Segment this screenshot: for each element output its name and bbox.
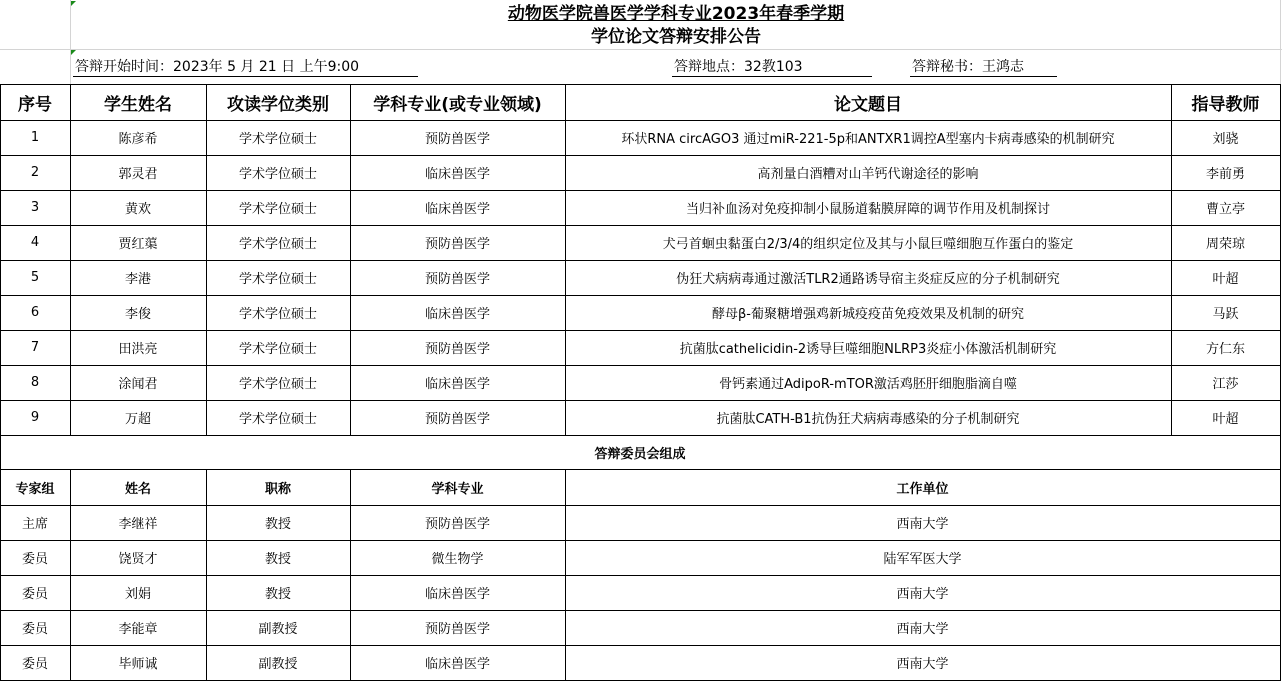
table-cell-seq-number: 1 <box>30 130 40 145</box>
table-cell-major: 临床兽医学 <box>424 377 490 392</box>
committee-cell-member-title: 副教授 <box>258 622 298 637</box>
table-cell-advisor: 叶超 <box>1212 412 1239 427</box>
table-cell-major: 预防兽医学 <box>424 237 490 252</box>
grid-line <box>350 84 351 436</box>
committee-cell-member-major: 预防兽医学 <box>424 622 490 637</box>
table-cell-degree-type: 学术学位硕士 <box>238 132 317 147</box>
table-cell-student-name: 李港 <box>124 272 151 287</box>
table-cell-student-name: 涂闻君 <box>118 377 158 392</box>
secretary: 答辩秘书：王鸿志 <box>912 59 1024 75</box>
grid-line <box>0 435 1 469</box>
committee-header-member-major: 学科专业 <box>431 481 484 497</box>
table-cell-degree-type: 学术学位硕士 <box>238 342 317 357</box>
table-cell-student-name: 黄欢 <box>124 202 151 217</box>
grid-line <box>206 469 207 681</box>
committee-cell-work-unit: 西南大学 <box>896 587 949 602</box>
table-cell-major: 预防兽医学 <box>424 412 490 427</box>
table-cell-degree-type: 学术学位硕士 <box>238 377 317 392</box>
grid-line <box>70 0 71 84</box>
grid-line <box>1280 0 1281 84</box>
table-cell-seq-number: 3 <box>30 200 40 215</box>
table-cell-thesis-title: 伪狂犬病病毒通过激活TLR2通路诱导宿主炎症反应的分子机制研究 <box>676 272 1060 287</box>
table-cell-advisor: 周荣琼 <box>1205 237 1245 252</box>
underline <box>910 76 1057 77</box>
table-cell-seq-number: 4 <box>30 235 40 250</box>
table-cell-major: 预防兽医学 <box>424 272 490 287</box>
grid-line <box>0 610 1281 611</box>
grid-line <box>0 49 1282 50</box>
committee-cell-work-unit: 西南大学 <box>896 517 949 532</box>
committee-cell-member-major: 临床兽医学 <box>424 587 490 602</box>
committee-cell-member-name: 饶贤才 <box>118 552 158 567</box>
table-cell-degree-type: 学术学位硕士 <box>238 167 317 182</box>
grid-line <box>565 84 566 436</box>
grid-line <box>0 330 1281 331</box>
committee-header-work-unit: 工作单位 <box>896 481 949 497</box>
table-cell-seq-number: 9 <box>30 410 40 425</box>
grid-line <box>1280 84 1281 436</box>
page-title: 动物医学院兽医学学科专业2023年春季学期 <box>507 4 845 24</box>
committee-header-expert-role: 专家组 <box>15 481 55 497</box>
table-cell-advisor: 李前勇 <box>1205 167 1245 182</box>
column-header-major: 学科专业(或专业领域) <box>373 94 542 115</box>
table-cell-seq-number: 8 <box>30 375 40 390</box>
table-cell-major: 预防兽医学 <box>424 132 490 147</box>
committee-cell-expert-role: 委员 <box>21 622 48 637</box>
grid-line <box>0 575 1281 576</box>
table-cell-thesis-title: 抗菌肽cathelicidin-2诱导巨噬细胞NLRP3炎症小体激活机制研究 <box>679 342 1057 357</box>
column-header-advisor: 指导教师 <box>1191 94 1260 115</box>
grid-line <box>0 645 1281 646</box>
grid-line <box>0 295 1281 296</box>
table-cell-seq-number: 2 <box>30 165 40 180</box>
table-cell-thesis-title: 当归补血汤对免疫抑制小鼠肠道黏膜屏障的调节作用及机制探讨 <box>685 202 1050 217</box>
grid-line <box>206 84 207 436</box>
table-cell-major: 临床兽医学 <box>424 167 490 182</box>
table-cell-advisor: 江莎 <box>1212 377 1239 392</box>
committee-cell-member-name: 李继祥 <box>118 517 158 532</box>
cell-comment-marker <box>71 50 76 55</box>
grid-line <box>1280 435 1281 469</box>
committee-cell-work-unit: 西南大学 <box>896 622 949 637</box>
grid-line <box>70 84 71 436</box>
committee-cell-member-major: 微生物学 <box>431 552 484 567</box>
table-cell-student-name: 贾红蕖 <box>118 237 158 252</box>
committee-cell-expert-role: 委员 <box>21 587 48 602</box>
committee-cell-member-name: 李能章 <box>118 622 158 637</box>
grid-line <box>0 680 1281 681</box>
table-cell-advisor: 叶超 <box>1212 272 1239 287</box>
committee-cell-member-major: 临床兽医学 <box>424 657 490 672</box>
grid-line <box>0 120 1281 121</box>
table-cell-major: 临床兽医学 <box>424 307 490 322</box>
table-cell-degree-type: 学术学位硕士 <box>238 412 317 427</box>
table-cell-thesis-title: 骨钙素通过AdipoR-mTOR激活鸡胚肝细胞脂滴自噬 <box>719 377 1017 392</box>
committee-cell-expert-role: 主席 <box>21 517 48 532</box>
grid-line <box>1280 469 1281 681</box>
committee-cell-work-unit: 西南大学 <box>896 657 949 672</box>
committee-cell-member-title: 教授 <box>264 587 291 602</box>
table-cell-student-name: 李俊 <box>124 307 151 322</box>
table-cell-student-name: 郭灵君 <box>118 167 158 182</box>
table-cell-advisor: 曹立亭 <box>1205 202 1245 217</box>
table-cell-seq-number: 5 <box>30 270 40 285</box>
committee-cell-member-name: 毕师诚 <box>118 657 158 672</box>
underline <box>73 76 418 77</box>
committee-cell-member-major: 预防兽医学 <box>424 517 490 532</box>
column-header-thesis-title: 论文题目 <box>834 94 902 115</box>
grid-line <box>565 469 566 681</box>
committee-cell-work-unit: 陆军军医大学 <box>883 552 962 567</box>
table-cell-student-name: 万超 <box>124 412 151 427</box>
committee-cell-member-title: 教授 <box>264 517 291 532</box>
table-cell-seq-number: 7 <box>30 340 40 355</box>
column-header-seq-number: 序号 <box>18 94 52 115</box>
table-cell-major: 预防兽医学 <box>424 342 490 357</box>
location: 答辩地点：32教103 <box>674 59 803 75</box>
table-cell-major: 临床兽医学 <box>424 202 490 217</box>
committee-header-member-name: 姓名 <box>124 481 151 497</box>
grid-line <box>0 469 1281 470</box>
table-cell-thesis-title: 抗菌肽CATH-B1抗伪狂犬病病毒感染的分子机制研究 <box>716 412 1020 427</box>
grid-line <box>0 155 1281 156</box>
table-cell-degree-type: 学术学位硕士 <box>238 307 317 322</box>
committee-cell-member-title: 教授 <box>264 552 291 567</box>
table-cell-thesis-title: 酵母β-葡聚糖增强鸡新城疫疫苗免疫效果及机制的研究 <box>712 307 1024 322</box>
table-cell-degree-type: 学术学位硕士 <box>238 202 317 217</box>
grid-line <box>0 84 1 436</box>
grid-line <box>0 505 1281 506</box>
page-subtitle: 学位论文答辩安排公告 <box>591 27 761 47</box>
grid-line <box>0 365 1281 366</box>
table-cell-thesis-title: 环状RNA circAGO3 通过miR-221-5p和ANTXR1调控A型塞内卡病毒感染的机制研究 <box>621 132 1115 147</box>
grid-line <box>0 540 1281 541</box>
grid-line <box>350 469 351 681</box>
committee-cell-expert-role: 委员 <box>21 657 48 672</box>
underline <box>672 76 872 77</box>
grid-line <box>0 260 1281 261</box>
table-cell-advisor: 方仁东 <box>1205 342 1245 357</box>
committee-cell-member-title: 副教授 <box>258 657 298 672</box>
grid-line <box>0 469 1 681</box>
committee-cell-member-name: 刘娟 <box>124 587 151 602</box>
table-cell-student-name: 陈彦希 <box>118 132 158 147</box>
table-cell-advisor: 刘骁 <box>1212 132 1239 147</box>
grid-line <box>1171 84 1172 436</box>
grid-line <box>0 225 1281 226</box>
table-cell-thesis-title: 高剂量白酒糟对山羊钙代谢途径的影响 <box>757 167 979 182</box>
table-cell-student-name: 田洪亮 <box>118 342 158 357</box>
grid-line <box>0 400 1281 401</box>
table-cell-degree-type: 学术学位硕士 <box>238 237 317 252</box>
table-cell-degree-type: 学术学位硕士 <box>238 272 317 287</box>
start-time: 答辩开始时间：2023年 5 月 21 日 上午9:00 <box>75 59 360 75</box>
grid-line <box>0 190 1281 191</box>
committee-cell-expert-role: 委员 <box>21 552 48 567</box>
grid-line <box>0 84 1281 85</box>
table-cell-advisor: 马跃 <box>1212 307 1239 322</box>
column-header-student-name: 学生姓名 <box>104 94 172 115</box>
table-cell-seq-number: 6 <box>30 305 40 320</box>
committee-header-member-title: 职称 <box>264 481 291 497</box>
column-header-degree-type: 攻读学位类别 <box>227 94 329 115</box>
table-cell-thesis-title: 犬弓首蛔虫黏蛋白2/3/4的组织定位及其与小鼠巨噬细胞互作蛋白的鉴定 <box>662 237 1074 252</box>
committee-section-title: 答辩委员会组成 <box>594 446 686 462</box>
grid-line <box>70 469 71 681</box>
